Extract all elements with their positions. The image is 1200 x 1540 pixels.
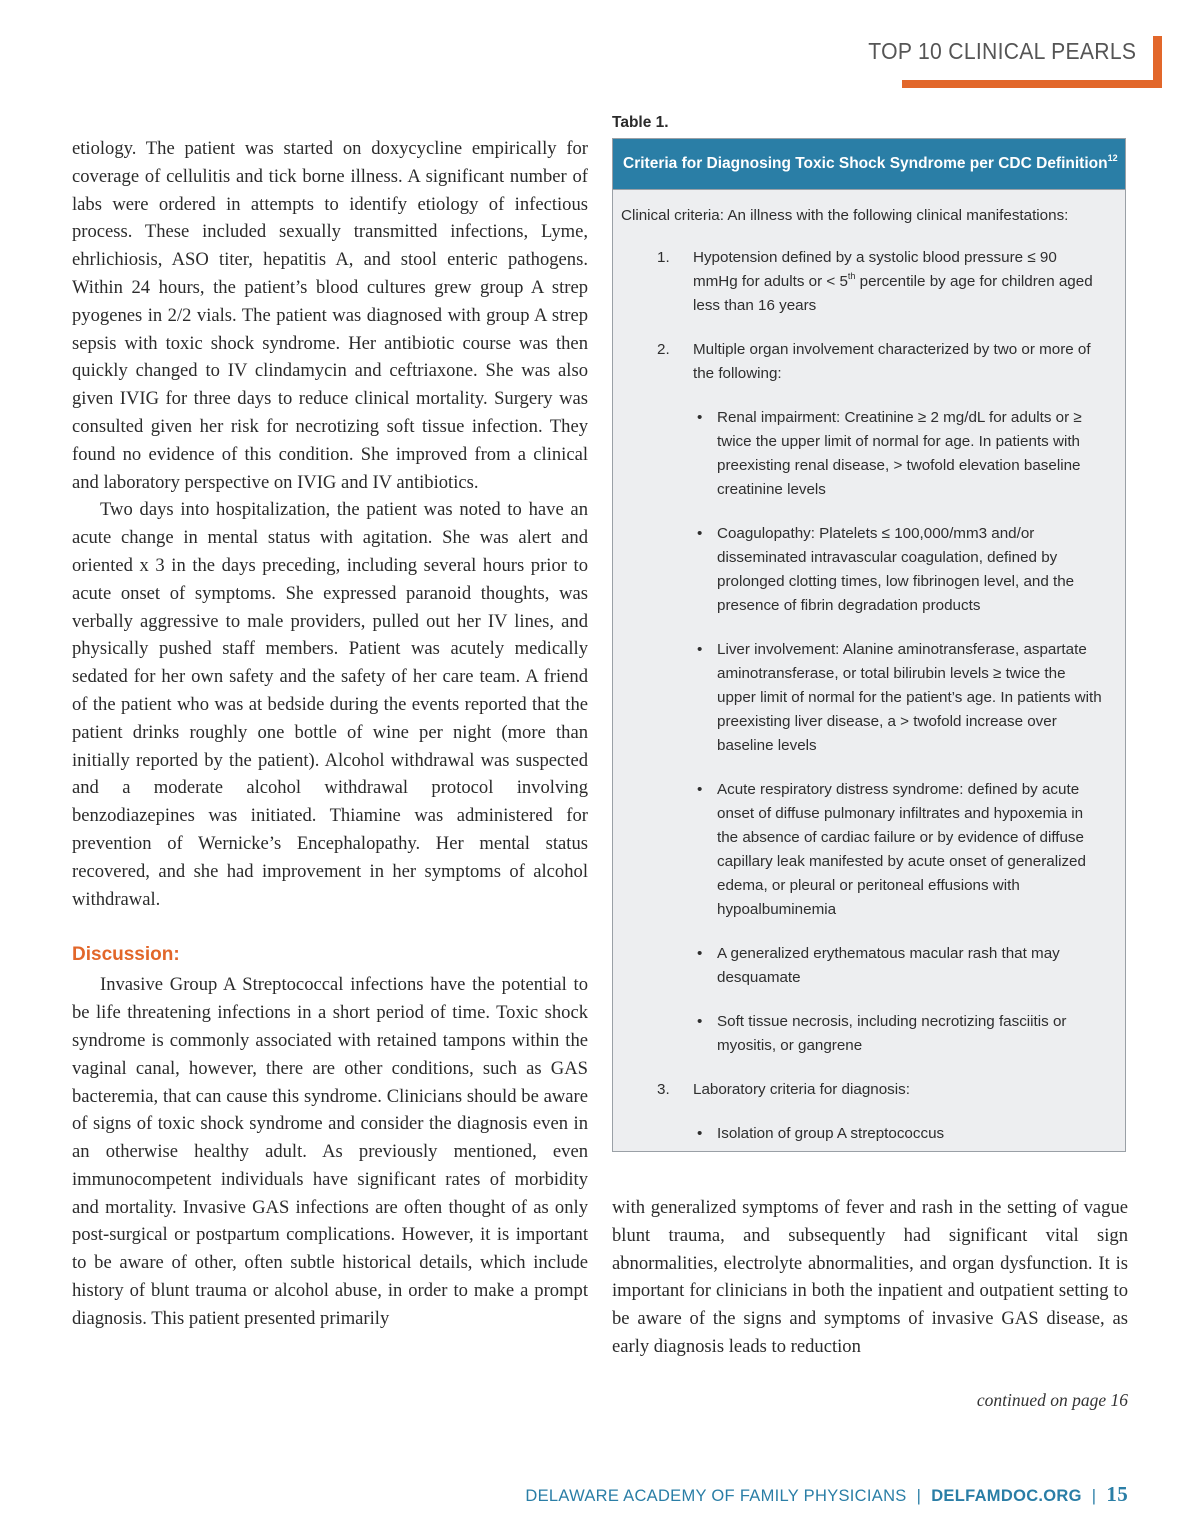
- list-item: [693, 1010, 1105, 1058]
- criteria-text: Multiple organ involvement characterized by two or more of the following:: [693, 341, 1091, 382]
- page-number: 15: [1106, 1482, 1128, 1506]
- criteria-list: [613, 246, 1125, 1146]
- table-label: Table 1.: [612, 114, 669, 131]
- list-item: [693, 942, 1105, 990]
- bullet-icon: •: [697, 1013, 703, 1030]
- list-item-text: Isolation of group A streptococcus: [717, 1125, 945, 1142]
- table-intro: Clinical criteria: An illness with the following clinical manifestations:: [621, 207, 1069, 224]
- criteria-text: Laboratory criteria for diagnosis:: [693, 1081, 910, 1098]
- criteria-item: [613, 246, 1125, 318]
- page-footer: [525, 1482, 1128, 1507]
- organ-involvement-list: [693, 406, 1105, 1058]
- criteria-text: Hypotension defined by a systolic blood pressure ≤ 90 mmHg for adults or < 5: [693, 249, 1057, 290]
- continued-note: continued on page 16: [976, 1390, 1128, 1410]
- criteria-item: [613, 1078, 1125, 1146]
- list-item-text: Renal impairment: Creatinine ≥ 2 mg/dL for adults or ≥ twice the upper limit of normal for age. In patients with preexisting renal disease, > twofold elevation baseline creatinine levels: [717, 409, 1082, 498]
- list-item-text: Coagulopathy: Platelets ≤ 100,000/mm3 and/or disseminated intravascular coagulation, defined by prolonged clotting times, low fibrinogen level, and the presence of fibrin degradation products: [717, 525, 1075, 614]
- list-item: [693, 778, 1105, 922]
- bullet-icon: •: [697, 945, 703, 962]
- footer-separator: |: [1091, 1487, 1097, 1505]
- list-item: [693, 522, 1105, 618]
- list-item-text: A generalized erythematous macular rash that may desquamate: [717, 945, 1060, 986]
- body-paragraph: Invasive Group A Streptococcal infections have the potential to be life threatening infections in a short period of time. Toxic shock syndrome is commonly associated with retained tampons within the vaginal canal, however, there are other conditions, such as GAS bacteremia, that can cause this syndrome. Clinicians should be aware of signs of toxic shock syndrome and consider the diagnosis even in an otherwise healthy adult. As previously mentioned, even immunocompetent individuals have significant rates of morbidity and mortality. Invasive GAS infections are often thought of as only post-surgical or postpartum complications. However, it is important to be aware of other, often subtle historical details, which include history of blunt trauma or alcohol abuse, in order to make a prompt diagnosis. This patient presented primarily: [72, 974, 588, 1329]
- list-item: [693, 1122, 1105, 1146]
- table-title-reference: 12: [1107, 153, 1118, 163]
- footer-separator: |: [916, 1487, 922, 1505]
- list-item: [693, 638, 1105, 758]
- criteria-table: [612, 138, 1126, 1152]
- criteria-item: [613, 338, 1125, 1058]
- table-title-text: Criteria for Diagnosing Toxic Shock Syndrome per CDC Definition: [623, 155, 1108, 172]
- body-paragraph: Two days into hospitalization, the patient was noted to have an acute change in mental status with agitation. She was alert and oriented x 3 in the days preceding, including several hours prior to acute onset of symptoms. She expressed paranoid thoughts, was verbally aggressive to male providers, pulled out her IV lines, and physically pushed staff members. Patient was acutely medically sedated for her own safety and the safety of her care team. A friend of the patient who was at bedside during the events reported that the patient drinks roughly one bottle of wine per night (more than initially reported by the patient). Alcohol withdrawal was suspected and a moderate alcohol withdrawal protocol involving benzodiazepines was initiated. Thiamine was administered for prevention of Wernicke’s Encephalopathy. Her mental status recovered, and she had improvement in her symptoms of alcohol withdrawal.: [72, 499, 588, 910]
- list-item: [693, 406, 1105, 502]
- footer-org: DELAWARE ACADEMY OF FAMILY PHYSICIANS: [525, 1487, 907, 1505]
- header-accent-bar-vertical: [1153, 36, 1162, 86]
- bullet-icon: •: [697, 1125, 703, 1142]
- section-header: TOP 10 CLINICAL PEARLS: [868, 38, 1136, 64]
- criteria-number: 3.: [657, 1081, 670, 1098]
- bullet-icon: •: [697, 525, 703, 542]
- criteria-superscript: th: [847, 271, 856, 281]
- list-item-text: Soft tissue necrosis, including necrotizing fasciitis or myositis, or gangrene: [717, 1013, 1067, 1054]
- table-title: [613, 139, 1125, 190]
- list-item-text: Acute respiratory distress syndrome: defined by acute onset of diffuse pulmonary infiltrates and hypoxemia in the absence of cardiac failure or by evidence of diffuse capillary leak manifested by acute onset of generalized edema, or pleural or peritoneal effusions with hypoalbuminemia: [717, 781, 1086, 918]
- body-paragraph: with generalized symptoms of fever and rash in the setting of vague blunt trauma, and subsequently had significant vital sign abnormalities, electrolyte abnormalities, and organ dysfunction. It is important for clinicians in both the inpatient and outpatient setting to be aware of the signs and symptoms of invasive GAS disease, as early diagnosis leads to reduction: [612, 1197, 1128, 1357]
- bullet-icon: •: [697, 409, 703, 426]
- right-column-text: [612, 1194, 1128, 1361]
- list-item-text: Liver involvement: Alanine aminotransferase, aspartate aminotransferase, or total bilirubin levels ≥ twice the upper limit of normal for the patient’s age. In patients with preexisting liver disease, a > twofold increase over baseline levels: [717, 641, 1102, 754]
- criteria-number: 2.: [657, 341, 670, 358]
- left-column: [72, 135, 588, 1333]
- criteria-text-cont: percentile by age for children aged less than 16 years: [693, 273, 1093, 314]
- criteria-number: 1.: [657, 249, 670, 266]
- header-accent-bar-horizontal: [902, 80, 1162, 88]
- footer-site-link[interactable]: DELFAMDOC.ORG: [931, 1487, 1082, 1505]
- bullet-icon: •: [697, 781, 703, 798]
- lab-criteria-list: [693, 1122, 1105, 1146]
- bullet-icon: •: [697, 641, 703, 658]
- body-paragraph: etiology. The patient was started on doxycycline empirically for coverage of cellulitis and tick borne illness. A significant number of labs were ordered in attempts to identify etiology of infectious process. These included sexually transmitted infections, Lyme, ehrlichiosis, ASO titer, hepatitis A, and stool enteric pathogens. Within 24 hours, the patient’s blood cultures grew group A strep pyogenes in 2/2 vials. The patient was diagnosed with group A strep sepsis with toxic shock syndrome. Her antibiotic course was then quickly changed to IV clindamycin and ceftriaxone. She was also given IVIG for three days to reduce clinical mortality. Surgery was consulted given her risk for necrotizing soft tissue infection. They found no evidence of this condition. She improved from a clinical and laboratory perspective on IVIG and IV antibiotics.: [72, 138, 588, 493]
- discussion-heading: Discussion:: [72, 944, 180, 966]
